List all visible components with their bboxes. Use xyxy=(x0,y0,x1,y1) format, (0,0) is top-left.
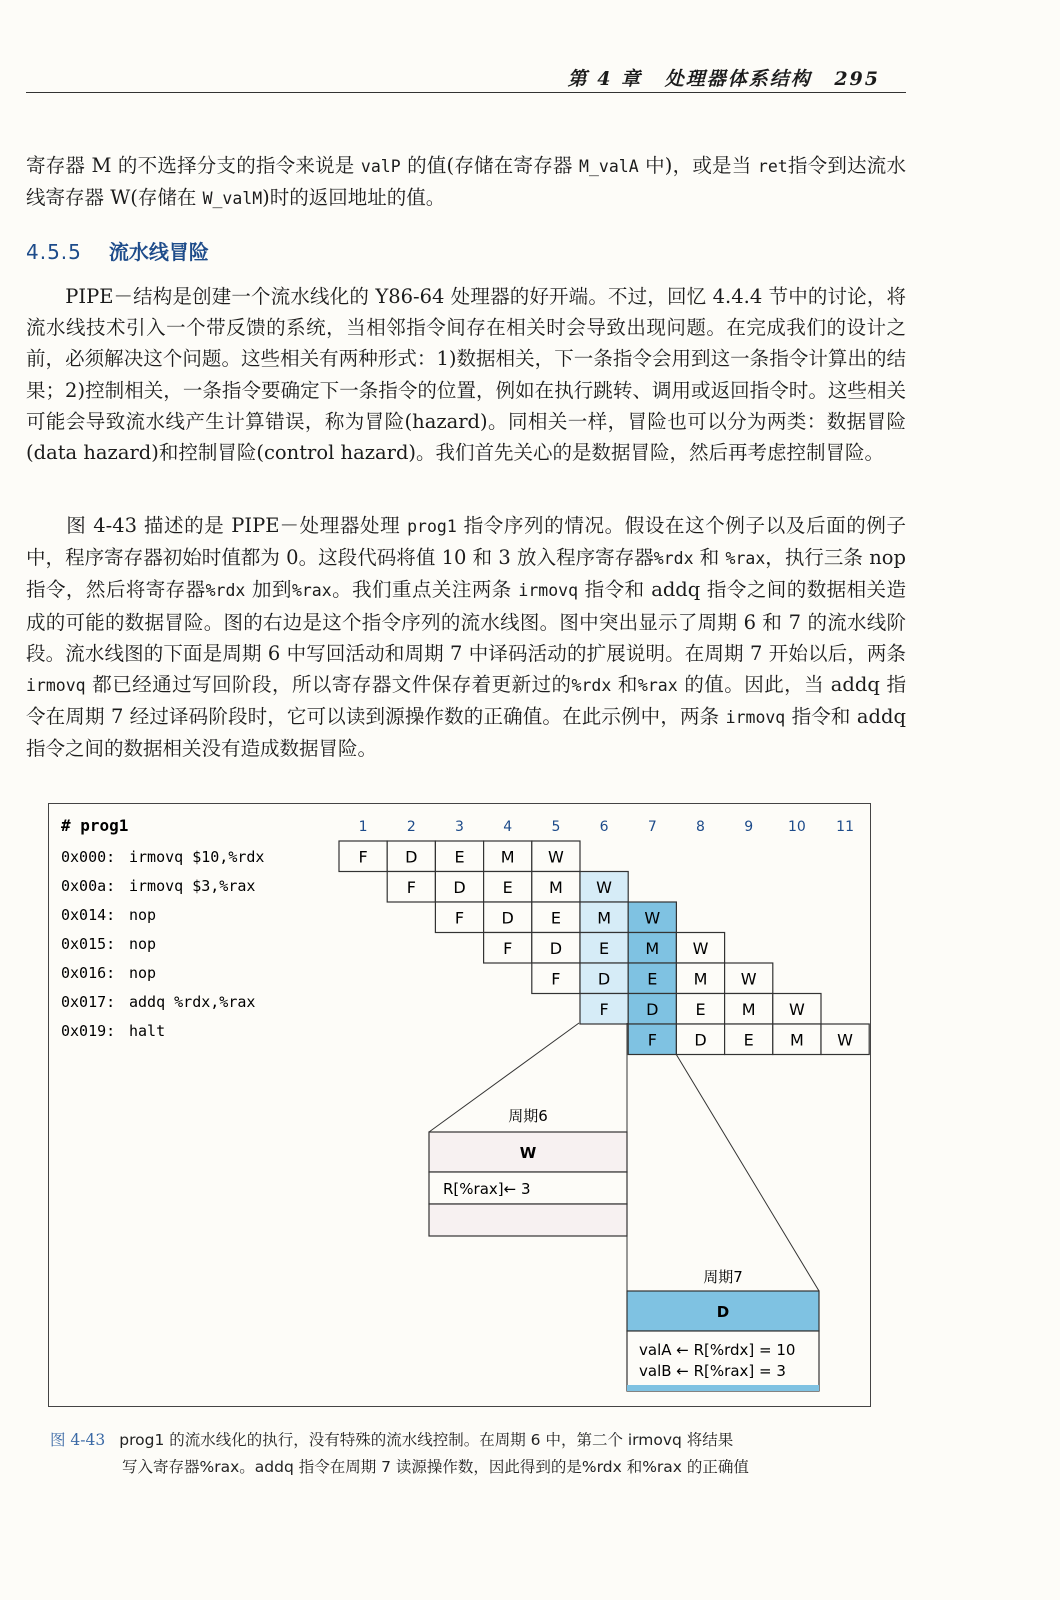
stage-label: D xyxy=(453,877,466,897)
stage-label: D xyxy=(405,847,418,867)
code-address: 0x00a: xyxy=(61,877,116,895)
stage-label: F xyxy=(503,938,513,958)
caption-label: 图 4-43 xyxy=(50,1431,106,1449)
cycle6-title: 周期6 xyxy=(508,1107,548,1125)
code-instruction: nop xyxy=(129,935,157,953)
cycle7-read-a: valA ← R[%rdx] = 10 xyxy=(639,1341,796,1359)
caption-line-1: prog1 的流水线化的执行，没有特殊的流水线控制。在周期 6 中，第二个 irmovq 将结果 xyxy=(119,1431,734,1449)
section-title: 流水线冒险 xyxy=(108,240,209,264)
paragraph-intro xyxy=(26,150,906,214)
stage-label: W xyxy=(837,1030,854,1050)
text-run: ，执行三条 nop 指令，然后将寄存器 xyxy=(26,546,906,602)
cycle6-write: R[%rax]← 3 xyxy=(443,1180,531,1198)
stage-label: F xyxy=(406,877,416,897)
stage-label: M xyxy=(741,999,756,1019)
page-header xyxy=(26,58,906,93)
text-run: 。我们重点关注两条 xyxy=(331,578,519,602)
cycle7-stage: D xyxy=(716,1303,730,1321)
stage-label: D xyxy=(501,908,514,928)
cycle-number: 9 xyxy=(744,819,754,835)
caption-line-2: 写入寄存器%rax。addq 指令在周期 7 读源操作数，因此得到的是%rdx 和%rax 的正确值 xyxy=(122,1458,749,1476)
stage-label: W xyxy=(547,847,564,867)
program-label: # prog1 xyxy=(61,816,129,835)
stage-label: M xyxy=(645,938,660,958)
stage-label: E xyxy=(550,908,561,928)
code-address: 0x016: xyxy=(61,964,116,982)
program-listing xyxy=(61,816,264,1040)
code-instruction: addq %rdx,%rax xyxy=(129,993,256,1011)
stage-label: D xyxy=(694,1030,707,1050)
cycle-number: 6 xyxy=(599,819,609,835)
code-term: W_valM xyxy=(202,189,263,209)
cycle-number: 11 xyxy=(836,819,855,835)
cycle-number: 7 xyxy=(647,819,657,835)
stage-label: E xyxy=(647,969,658,989)
cycle-number: 10 xyxy=(787,819,806,835)
code-instruction: halt xyxy=(129,1022,166,1040)
stage-label: W xyxy=(788,999,805,1019)
text-run: 的值。因此，当 addq 指令在周期 7 经过译码阶段时，它可以读到源操作数的正确值。在此示例中，两条 xyxy=(26,673,907,729)
stage-label: F xyxy=(647,1030,657,1050)
cycle-number: 4 xyxy=(503,819,513,835)
code-term: %rdx xyxy=(653,549,694,569)
zoom-line xyxy=(676,1054,819,1291)
code-term: valP xyxy=(360,157,401,176)
stage-label: F xyxy=(358,847,368,867)
stage-label: M xyxy=(548,877,563,897)
code-term: %rax xyxy=(725,549,766,569)
text-run: 指令和 addq 指令之间的数据相关没有造成数据冒险。 xyxy=(26,705,906,761)
code-term: %rdx xyxy=(205,581,246,601)
cycle7-read-b: valB ← R[%rax] = 3 xyxy=(639,1362,786,1380)
stage-label: W xyxy=(644,908,661,928)
section-number: 4.5.5 xyxy=(26,240,82,264)
stage-label: E xyxy=(599,938,610,958)
cycle7-read-box xyxy=(627,1331,819,1391)
text-run: PIPE－结构是创建一个流水线化的 Y86-64 处理器的好开端。不过，回忆 4.4.4 节中的讨论，将流水线技术引入一个带反馈的系统，当相邻指令间存在相关时会导致出现问题。在完成我们的设计之前，必须解决这个问题。这些相关有两种形式：1)数据相关，下一条指令会用到这一条指令计算出的结果；2)控制相关，一条指令要确定下一条指令的位置，例如在执行跳转、调用或返回指令时。这些相关可能会导致流水线产生计算错误，称为冒险(hazard)。同相关一样，冒险也可以分为两类：数据冒险(data hazard)和控制冒险(control hazard)。我们首先关心的是数据冒险，然后再考虑控制冒险。 xyxy=(26,285,906,465)
code-term: %rax xyxy=(637,676,678,696)
code-instruction: nop xyxy=(129,906,157,924)
code-term: ret xyxy=(757,157,788,176)
code-instruction: nop xyxy=(129,964,157,982)
stage-label: F xyxy=(599,999,609,1019)
paragraph-figure-description xyxy=(26,510,906,765)
text-run: 图 4-43 描述的是 PIPE－处理器处理 xyxy=(26,514,408,537)
stage-label: F xyxy=(454,908,465,928)
code-term: irmovq xyxy=(518,581,579,601)
text-run: )时的返回地址的值。 xyxy=(262,186,446,210)
text-run: 寄存器 M 的不选择分支的指令来说是 xyxy=(26,154,361,177)
stage-label: E xyxy=(695,999,706,1019)
stage-label: W xyxy=(740,969,757,989)
code-address: 0x015: xyxy=(61,935,116,953)
code-address: 0x017: xyxy=(61,993,116,1011)
cycle-number: 3 xyxy=(455,819,464,835)
figure-4-43 xyxy=(48,803,871,1407)
code-term: irmovq xyxy=(26,676,86,696)
chapter-title: 处理器体系结构 xyxy=(664,68,812,90)
stage-label: W xyxy=(596,877,613,897)
code-address: 0x019: xyxy=(61,1022,116,1040)
cycle7-bottom-strip xyxy=(627,1385,819,1391)
stage-label: W xyxy=(692,938,709,958)
code-address: 0x000: xyxy=(61,848,116,866)
cycle7-title: 周期7 xyxy=(703,1268,743,1286)
text-run: 都已经通过写回阶段，所以寄存器文件保存着更新过的 xyxy=(85,673,572,697)
code-term: irmovq xyxy=(725,708,786,728)
text-run: 加到 xyxy=(245,578,292,602)
cycle6-stage: W xyxy=(519,1144,537,1162)
text-run: 指令和 addq 指令之间的数据相关造成的可能的数据冒险。图的右边是这个指令序列的流水线图。图中突出显示了周期 6 和 7 的流水线阶段。流水线图的下面是周期 6 中写回活动和周期 7 中译码活动的扩展说明。在周期 7 开始以后，两条 xyxy=(26,578,907,665)
stage-label: M xyxy=(693,969,708,989)
stage-label: M xyxy=(500,847,515,867)
text-run: 的值(存储在寄存器 xyxy=(400,154,580,177)
cycle-number: 8 xyxy=(696,819,705,835)
stage-label: E xyxy=(454,847,465,867)
text-run: 指令序列的情况。假设在这个例子以及后面的例子中，程序寄存器初始时值都为 0。这段代码将值 10 和 3 放入程序寄存器 xyxy=(26,514,907,570)
cycle-number: 2 xyxy=(406,819,416,835)
code-term: prog1 xyxy=(407,517,457,536)
code-address: 0x014: xyxy=(61,906,116,924)
code-instruction: irmovq $10,%rdx xyxy=(129,848,265,866)
stage-label: D xyxy=(549,938,563,958)
text-run: 中)，或是当 xyxy=(638,154,758,177)
pipeline-grid xyxy=(339,819,869,1055)
pipeline-diagram xyxy=(49,804,870,1406)
stage-label: D xyxy=(646,999,659,1019)
stage-label: F xyxy=(551,969,561,989)
cycle-number: 5 xyxy=(551,819,561,835)
code-term: M_valA xyxy=(579,157,639,176)
text-run: 指令到达流水线寄存器 W(存储在 xyxy=(26,154,906,210)
page-number: 295 xyxy=(834,68,880,90)
cycle-number: 1 xyxy=(358,819,368,835)
cycle6-empty-box xyxy=(429,1204,627,1236)
code-term: %rax xyxy=(291,581,332,601)
text-run: 和 xyxy=(693,546,726,570)
zoom-details xyxy=(429,1023,819,1391)
paragraph-hazards xyxy=(26,281,906,468)
code-term: %rdx xyxy=(571,676,612,696)
stage-label: E xyxy=(502,877,513,897)
stage-label: M xyxy=(597,908,612,928)
chapter-number: 第 4 章 xyxy=(567,68,643,90)
stage-label: D xyxy=(597,969,611,989)
section-heading xyxy=(26,236,209,265)
stage-label: M xyxy=(789,1030,804,1050)
text-run: 和 xyxy=(611,673,638,697)
zoom-line xyxy=(429,1023,579,1132)
figure-caption xyxy=(50,1427,890,1481)
stage-label: E xyxy=(743,1030,754,1050)
code-instruction: irmovq $3,%rax xyxy=(129,877,256,895)
